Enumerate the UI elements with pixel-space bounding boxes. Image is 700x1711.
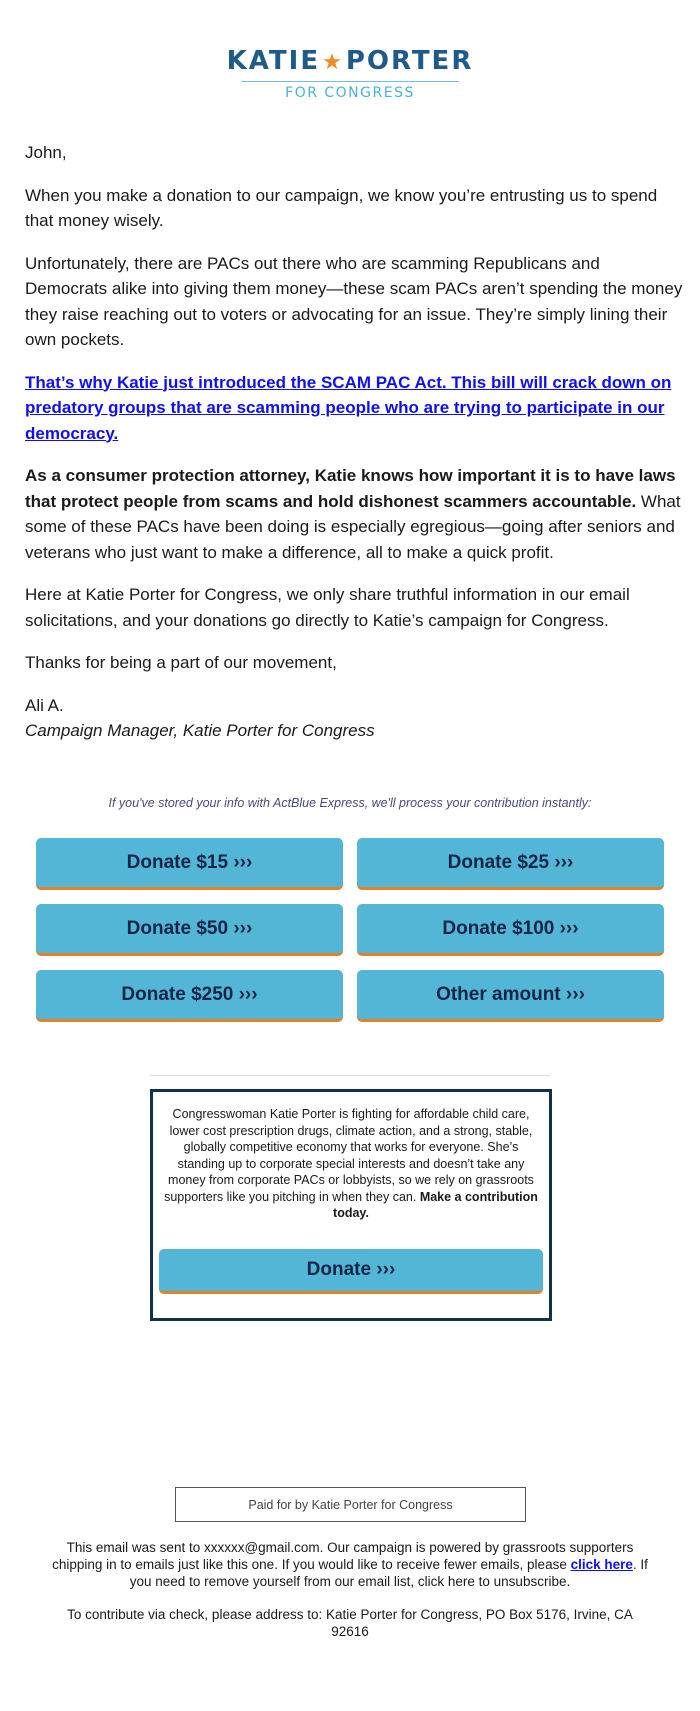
- paragraph-1: When you make a donation to our campaign, we know you’re entrusting us to spend that money wisely.: [25, 185, 658, 230]
- logo-last-name: PORTER: [345, 46, 474, 76]
- section-divider: [150, 1075, 550, 1076]
- logo-subtitle: FOR CONGRESS: [285, 85, 415, 101]
- box-cta-text: Make a contribution today.: [333, 1189, 538, 1220]
- logo-first-name: KATIE: [226, 46, 321, 76]
- paragraph-6: Thanks for being a part of our movement,: [25, 653, 337, 672]
- donate-15-button[interactable]: Donate $15 ›››: [36, 838, 343, 890]
- footer-notice: [50, 1539, 650, 1590]
- box-donate-button[interactable]: Donate ›››: [159, 1249, 543, 1294]
- paragraph-4: [25, 463, 685, 565]
- scam-pac-act-link[interactable]: That’s why Katie just introduced the SCAM PAC Act. This bill will crack down on predatory groups that are scamming people who are trying to participate in our democracy.: [25, 372, 672, 443]
- star-icon: ★: [322, 50, 344, 75]
- footer-check-address: To contribute via check, please address to: Katie Porter for Congress, PO Box 5176, Irvine, CA 92616: [67, 1607, 633, 1639]
- actblue-express-note: If you've stored your info with ActBlue Express, we'll process your contribution instantly:: [108, 796, 592, 810]
- email-body: [25, 140, 685, 744]
- greeting: John,: [25, 143, 67, 162]
- paid-for-disclaimer: Paid for by Katie Porter for Congress: [175, 1487, 526, 1522]
- paragraph-4-rest: What some of these PACs have been doing is especially egregious—going after seniors and veterans who just want to make a difference, all to make a quick profit.: [25, 491, 681, 562]
- signature: [25, 693, 685, 744]
- campaign-logo: [0, 46, 700, 101]
- box-description: Congresswoman Katie Porter is fighting for affordable child care, lower cost prescription drugs, climate action, and a strong, stable, globally competitive economy that works for everyone. She’s standing up to corporate special interests and doesn’t take any money from corporate PACs or lobbyists, so we rely on grassroots supporters like you pitching in when they can.: [164, 1107, 534, 1204]
- donate-25-button[interactable]: Donate $25 ›››: [357, 838, 664, 890]
- donate-100-button[interactable]: Donate $100 ›››: [357, 904, 664, 956]
- signature-title: Campaign Manager, Katie Porter for Congress: [25, 721, 375, 740]
- donate-50-button[interactable]: Donate $50 ›››: [36, 904, 343, 956]
- paragraph-4-bold: As a consumer protection attorney, Katie knows how important it is to have laws that protect people from scams and hold dishonest scammers accountable.: [25, 466, 676, 511]
- logo-rule: [241, 81, 459, 82]
- paragraph-2: Unfortunately, there are PACs out there who are scamming Republicans and Democrats alike into giving them money—these scam PACs aren’t spending the money they raise reaching out to voters or advocating for an issue. They’re simply lining their own pockets.: [25, 253, 683, 349]
- donate-250-button[interactable]: Donate $250 ›››: [36, 970, 343, 1022]
- logo-wordmark: [0, 46, 700, 78]
- contribution-box-text: [159, 1106, 543, 1222]
- paragraph-link-wrapper: [25, 370, 685, 447]
- contribution-box: [150, 1089, 552, 1321]
- fewer-emails-link[interactable]: click here: [570, 1557, 633, 1572]
- signature-name: Ali A.: [25, 695, 64, 715]
- footer-notice-b: . If you need to remove yourself from our email list, click here to unsubscribe.: [129, 1557, 648, 1589]
- donate-other-amount-button[interactable]: Other amount ›››: [357, 970, 664, 1022]
- email-footer: [50, 1539, 650, 1656]
- footer-notice-a: This email was sent to xxxxxx@gmail.com. Our campaign is powered by grassroots supporters chipping in to emails just like this one. If you would like to receive fewer emails, please: [52, 1540, 634, 1572]
- paragraph-5: Here at Katie Porter for Congress, we only share truthful information in our email solicitations, and your donations go directly to Katie’s campaign for Congress.: [25, 585, 630, 630]
